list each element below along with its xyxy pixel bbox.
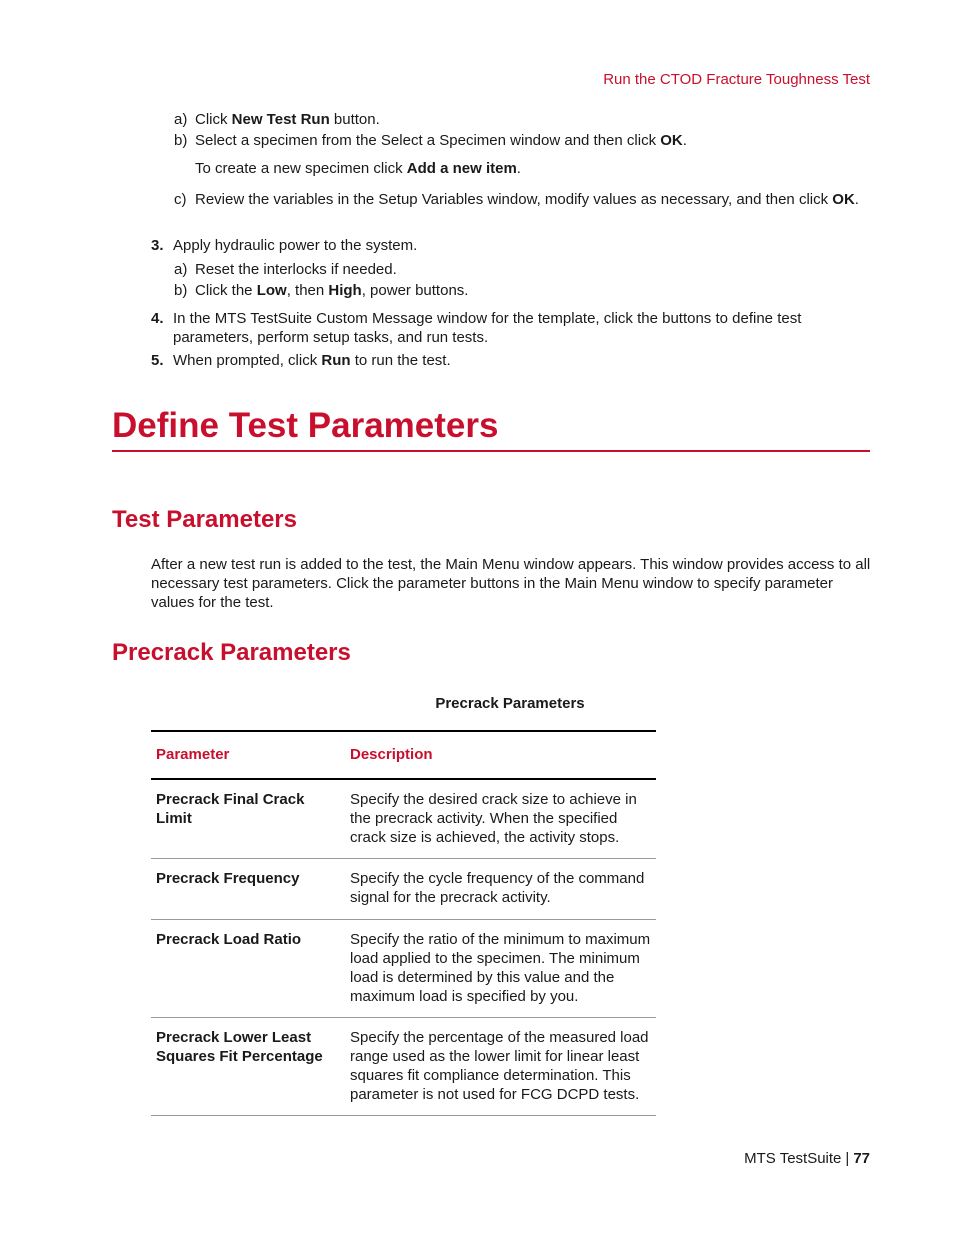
substep-3-0 bbox=[174, 260, 874, 279]
table-caption: Precrack Parameters bbox=[435, 695, 585, 712]
table-header-row bbox=[151, 732, 656, 778]
step-4 bbox=[151, 309, 871, 347]
step-text: When prompted, click Run to run the test. bbox=[173, 352, 451, 369]
footer-product: MTS TestSuite bbox=[744, 1150, 842, 1167]
table-row bbox=[151, 780, 656, 859]
parameter-description-cell: Specify the ratio of the minimum to maximum load applied to the specimen. The minimum load is determined by this value and the maximum load is specified by you. bbox=[350, 931, 651, 1005]
substep-label: b) bbox=[174, 132, 188, 149]
substep-text: Click New Test Run button. bbox=[195, 111, 380, 128]
substep-top-1 bbox=[174, 131, 874, 150]
substep-text: To create a new specimen click Add a new item. bbox=[195, 160, 521, 177]
substep-top-2 bbox=[174, 159, 874, 178]
table-row bbox=[151, 1018, 656, 1116]
bold-ui-term: OK bbox=[660, 132, 683, 149]
substep-text: Click the Low, then High, power buttons. bbox=[195, 282, 469, 299]
substep-label: a) bbox=[174, 111, 188, 128]
step-number: 3. bbox=[151, 237, 164, 254]
footer-separator: | bbox=[845, 1150, 850, 1167]
substep-3-1 bbox=[174, 281, 874, 300]
parameter-description-cell: Specify the desired crack size to achieve in the precrack activity. When the specified crack size is achieved, the activity stops. bbox=[350, 791, 637, 846]
heading-rule bbox=[112, 450, 870, 452]
step-text: In the MTS TestSuite Custom Message window for the template, click the buttons to define test parameters, perform setup tasks, and run tests. bbox=[173, 310, 802, 346]
bold-ui-term: OK bbox=[832, 191, 855, 208]
subsection-heading-test-parameters: Test Parameters bbox=[112, 506, 297, 533]
bold-ui-term: Low bbox=[256, 282, 287, 299]
bold-ui-term: Add a new item bbox=[406, 160, 517, 177]
parameter-description-cell: Specify the percentage of the measured load range used as the lower limit for linear least squares fit compliance determination. This parameter is not used for FCG DCPD tests. bbox=[350, 1029, 649, 1103]
parameter-description-cell: Specify the cycle frequency of the command signal for the precrack activity. bbox=[350, 870, 645, 906]
table-body bbox=[151, 780, 656, 1116]
parameter-name-cell: Precrack Final Crack Limit bbox=[156, 791, 305, 827]
page-footer bbox=[744, 1149, 870, 1168]
parameter-name-cell: Precrack Lower Least Squares Fit Percentage bbox=[156, 1029, 323, 1065]
substep-label: a) bbox=[174, 261, 188, 278]
step-text: Apply hydraulic power to the system. bbox=[173, 237, 418, 254]
running-head: Run the CTOD Fracture Toughness Test bbox=[603, 71, 870, 88]
substep-label: b) bbox=[174, 282, 188, 299]
parameter-name-cell: Precrack Load Ratio bbox=[156, 931, 302, 948]
step-5 bbox=[151, 351, 871, 370]
substep-label: c) bbox=[174, 191, 187, 208]
intro-paragraph: After a new test run is added to the test, the Main Menu window appears. This window provides access to all necessary test parameters. Click the parameter buttons in the Main Menu window to specify parameter values for the test. bbox=[151, 556, 871, 611]
precrack-parameters-table bbox=[151, 730, 656, 1116]
bold-ui-term: Run bbox=[321, 352, 351, 369]
bold-ui-term: High bbox=[328, 282, 362, 299]
substep-text: Select a specimen from the Select a Specimen window and then click OK. bbox=[195, 132, 687, 149]
column-header-description: Description bbox=[350, 746, 433, 763]
substep-text: Reset the interlocks if needed. bbox=[195, 261, 397, 278]
column-header-parameter: Parameter bbox=[156, 746, 230, 763]
section-heading: Define Test Parameters bbox=[112, 406, 499, 445]
table-row bbox=[151, 920, 656, 1018]
parameter-name-cell: Precrack Frequency bbox=[156, 870, 300, 887]
step-number: 5. bbox=[151, 352, 164, 369]
substep-top-3 bbox=[174, 190, 874, 209]
bold-ui-term: New Test Run bbox=[231, 111, 330, 128]
table-row bbox=[151, 859, 656, 920]
step-number: 4. bbox=[151, 310, 164, 327]
substep-top-0 bbox=[174, 110, 874, 129]
page-number: 77 bbox=[853, 1150, 870, 1167]
step-3 bbox=[151, 236, 871, 255]
subsection-heading-precrack-parameters: Precrack Parameters bbox=[112, 639, 351, 666]
substep-text: Review the variables in the Setup Variables window, modify values as necessary, and then click OK. bbox=[195, 191, 859, 208]
